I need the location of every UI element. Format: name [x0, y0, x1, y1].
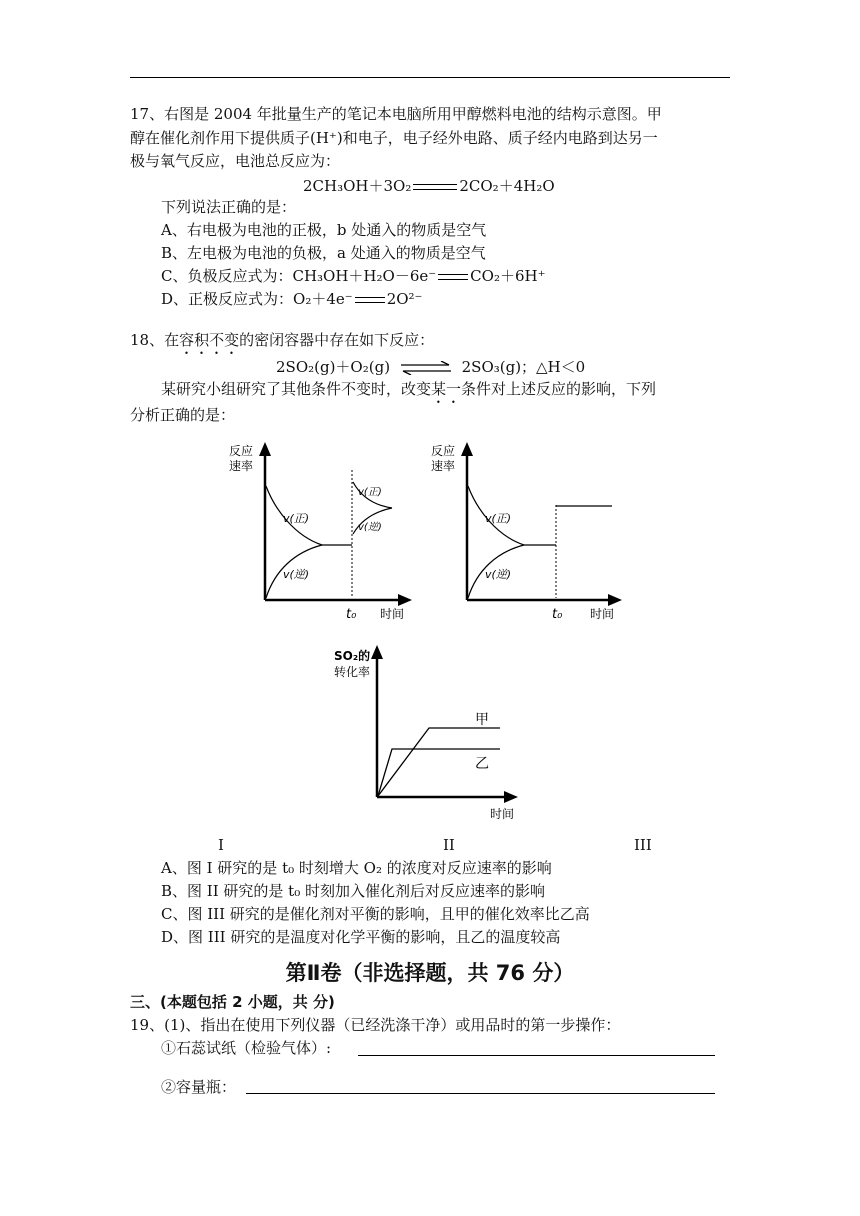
q18-line-2 [161, 378, 656, 407]
figure-label-iii: III [634, 836, 652, 854]
q19-item-1-answer-line[interactable] [358, 1055, 715, 1056]
q17-option-c-product: CO₂＋6H⁺ [470, 267, 546, 285]
q18-eq-left: 2SO₂(g)＋O₂(g) [276, 358, 391, 376]
arrow-right-icon [504, 791, 518, 803]
equals-bar-icon [355, 297, 385, 303]
graph-iii-ylabel-1: SO₂的 [334, 649, 371, 663]
q18-line-2-b: 条件对上述反应的影响，下列 [461, 380, 657, 398]
q18-line-2-emphasis: 某一 [431, 380, 462, 398]
graph-ii-ylabel-1: 反应 [431, 444, 456, 458]
graph-i-v-forward-label: v(正) [283, 512, 310, 525]
graph-ii-v-reverse-label: v(逆) [485, 568, 512, 581]
equilibrium-arrow-icon [399, 361, 453, 375]
equals-bar-icon [438, 274, 468, 280]
arrow-up-icon [371, 645, 383, 659]
q19-item-2-answer-line[interactable] [246, 1093, 715, 1094]
q18-line-1 [130, 329, 434, 358]
q17-line-1: 17、右图是 2004 年批量生产的笔记本电脑所用甲醇燃料电池的结构示意图。甲 [130, 105, 662, 123]
graph-iii-ylabel-2: 转化率 [334, 665, 371, 679]
q18-line-1-a: 18、在 [130, 331, 180, 349]
graph-i-v-forward-label-2: v(正) [358, 487, 382, 498]
q19-line: 19、(1)、指出在使用下列仪器（已经洗涤干净）或用品时的第一步操作： [130, 1016, 621, 1034]
q18-equation [276, 356, 585, 377]
q17-total-equation [303, 175, 555, 196]
q19-item-2-label: ②容量瓶： [161, 1078, 237, 1096]
q18-option-c: C、图 III 研究的是催化剂对平衡的影响，且甲的催化效率比乙高 [161, 905, 590, 923]
q17-option-c-text: C、负极反应式为：CH₃OH＋H₂O－6e⁻ [161, 267, 437, 285]
q17-prompt: 下列说法正确的是： [161, 198, 297, 216]
q18-eq-right: 2SO₃(g)；△H＜0 [461, 358, 586, 376]
q18-line-3: 分析正确的是： [130, 406, 236, 424]
q17-option-d-text: D、正极反应式为：O₂＋4e⁻ [161, 290, 353, 308]
graph-iii-series-yi-label: 乙 [475, 756, 489, 772]
graph-i-v-reverse-label-2: v(逆) [358, 522, 382, 533]
graph-i-xlabel: 时间 [380, 607, 405, 621]
q18-line-1-b: 的密闭容器中存在如下反应： [239, 331, 435, 349]
arrow-right-icon [608, 594, 622, 606]
graph-iii [328, 636, 528, 826]
q18-option-b: B、图 II 研究的是 t₀ 时刻加入催化剂后对反应速率的影响 [161, 882, 545, 900]
graph-ii-xlabel: 时间 [590, 607, 615, 621]
arrow-up-icon [259, 442, 271, 456]
graph-iii-xlabel: 时间 [490, 807, 515, 821]
graph-i-ylabel-2: 速率 [229, 459, 254, 473]
graph-iii-series-jia-label: 甲 [475, 712, 489, 728]
q17-option-d-product: 2O²⁻ [386, 290, 423, 308]
q17-eq-left: 2CH₃OH＋3O₂ [303, 177, 412, 195]
graph-ii-v-forward-label: v(正) [485, 512, 512, 525]
graph-i-v-reverse-label: v(逆) [283, 568, 310, 581]
graph-ii [424, 436, 634, 626]
q18-line-2-a: 某研究小组研究了其他条件不变时，改变 [161, 380, 432, 398]
q17-line-2: 醇在催化剂作用下提供质子(H⁺)和电子，电子经外电路、质子经内电路到达另一 [130, 129, 658, 147]
q17-option-c [161, 265, 546, 287]
graph-i-t0-label: t₀ [346, 607, 357, 622]
equals-bar-icon [413, 184, 457, 190]
q17-line-3: 极与氧气反应，电池总反应为： [130, 152, 341, 170]
figure-label-ii: II [443, 836, 455, 854]
graph-i-ylabel-1: 反应 [229, 444, 254, 458]
arrow-right-icon [398, 594, 412, 606]
q17-eq-right: 2CO₂＋4H₂O [459, 177, 555, 195]
q18-line-1-emphasis: 容积不变 [179, 331, 240, 349]
q17-option-b: B、左电极为电池的负极，a 处通入的物质是空气 [161, 244, 486, 262]
q17-option-a: A、右电极为电池的正极，b 处通入的物质是空气 [161, 221, 487, 239]
graph-i [222, 436, 422, 626]
header-rule [130, 77, 730, 78]
part-ii-heading: 第Ⅱ卷（非选择题，共 76 分） [285, 961, 575, 985]
q19-item-1-label: ①石蕊试纸（检验气体）: [161, 1039, 332, 1057]
graph-ii-t0-label: t₀ [552, 607, 563, 622]
q18-option-d: D、图 III 研究的是温度对化学平衡的影响，且乙的温度较高 [161, 928, 561, 946]
q17-option-d [161, 288, 422, 310]
q18-option-a: A、图 I 研究的是 t₀ 时刻增大 O₂ 的浓度对反应速率的影响 [161, 859, 552, 877]
graph-ii-ylabel-2: 速率 [431, 459, 456, 473]
figure-label-i: I [218, 836, 224, 854]
arrow-up-icon [461, 442, 473, 456]
section-three-title: 三、(本题包括 2 小题，共 分) [130, 993, 335, 1011]
